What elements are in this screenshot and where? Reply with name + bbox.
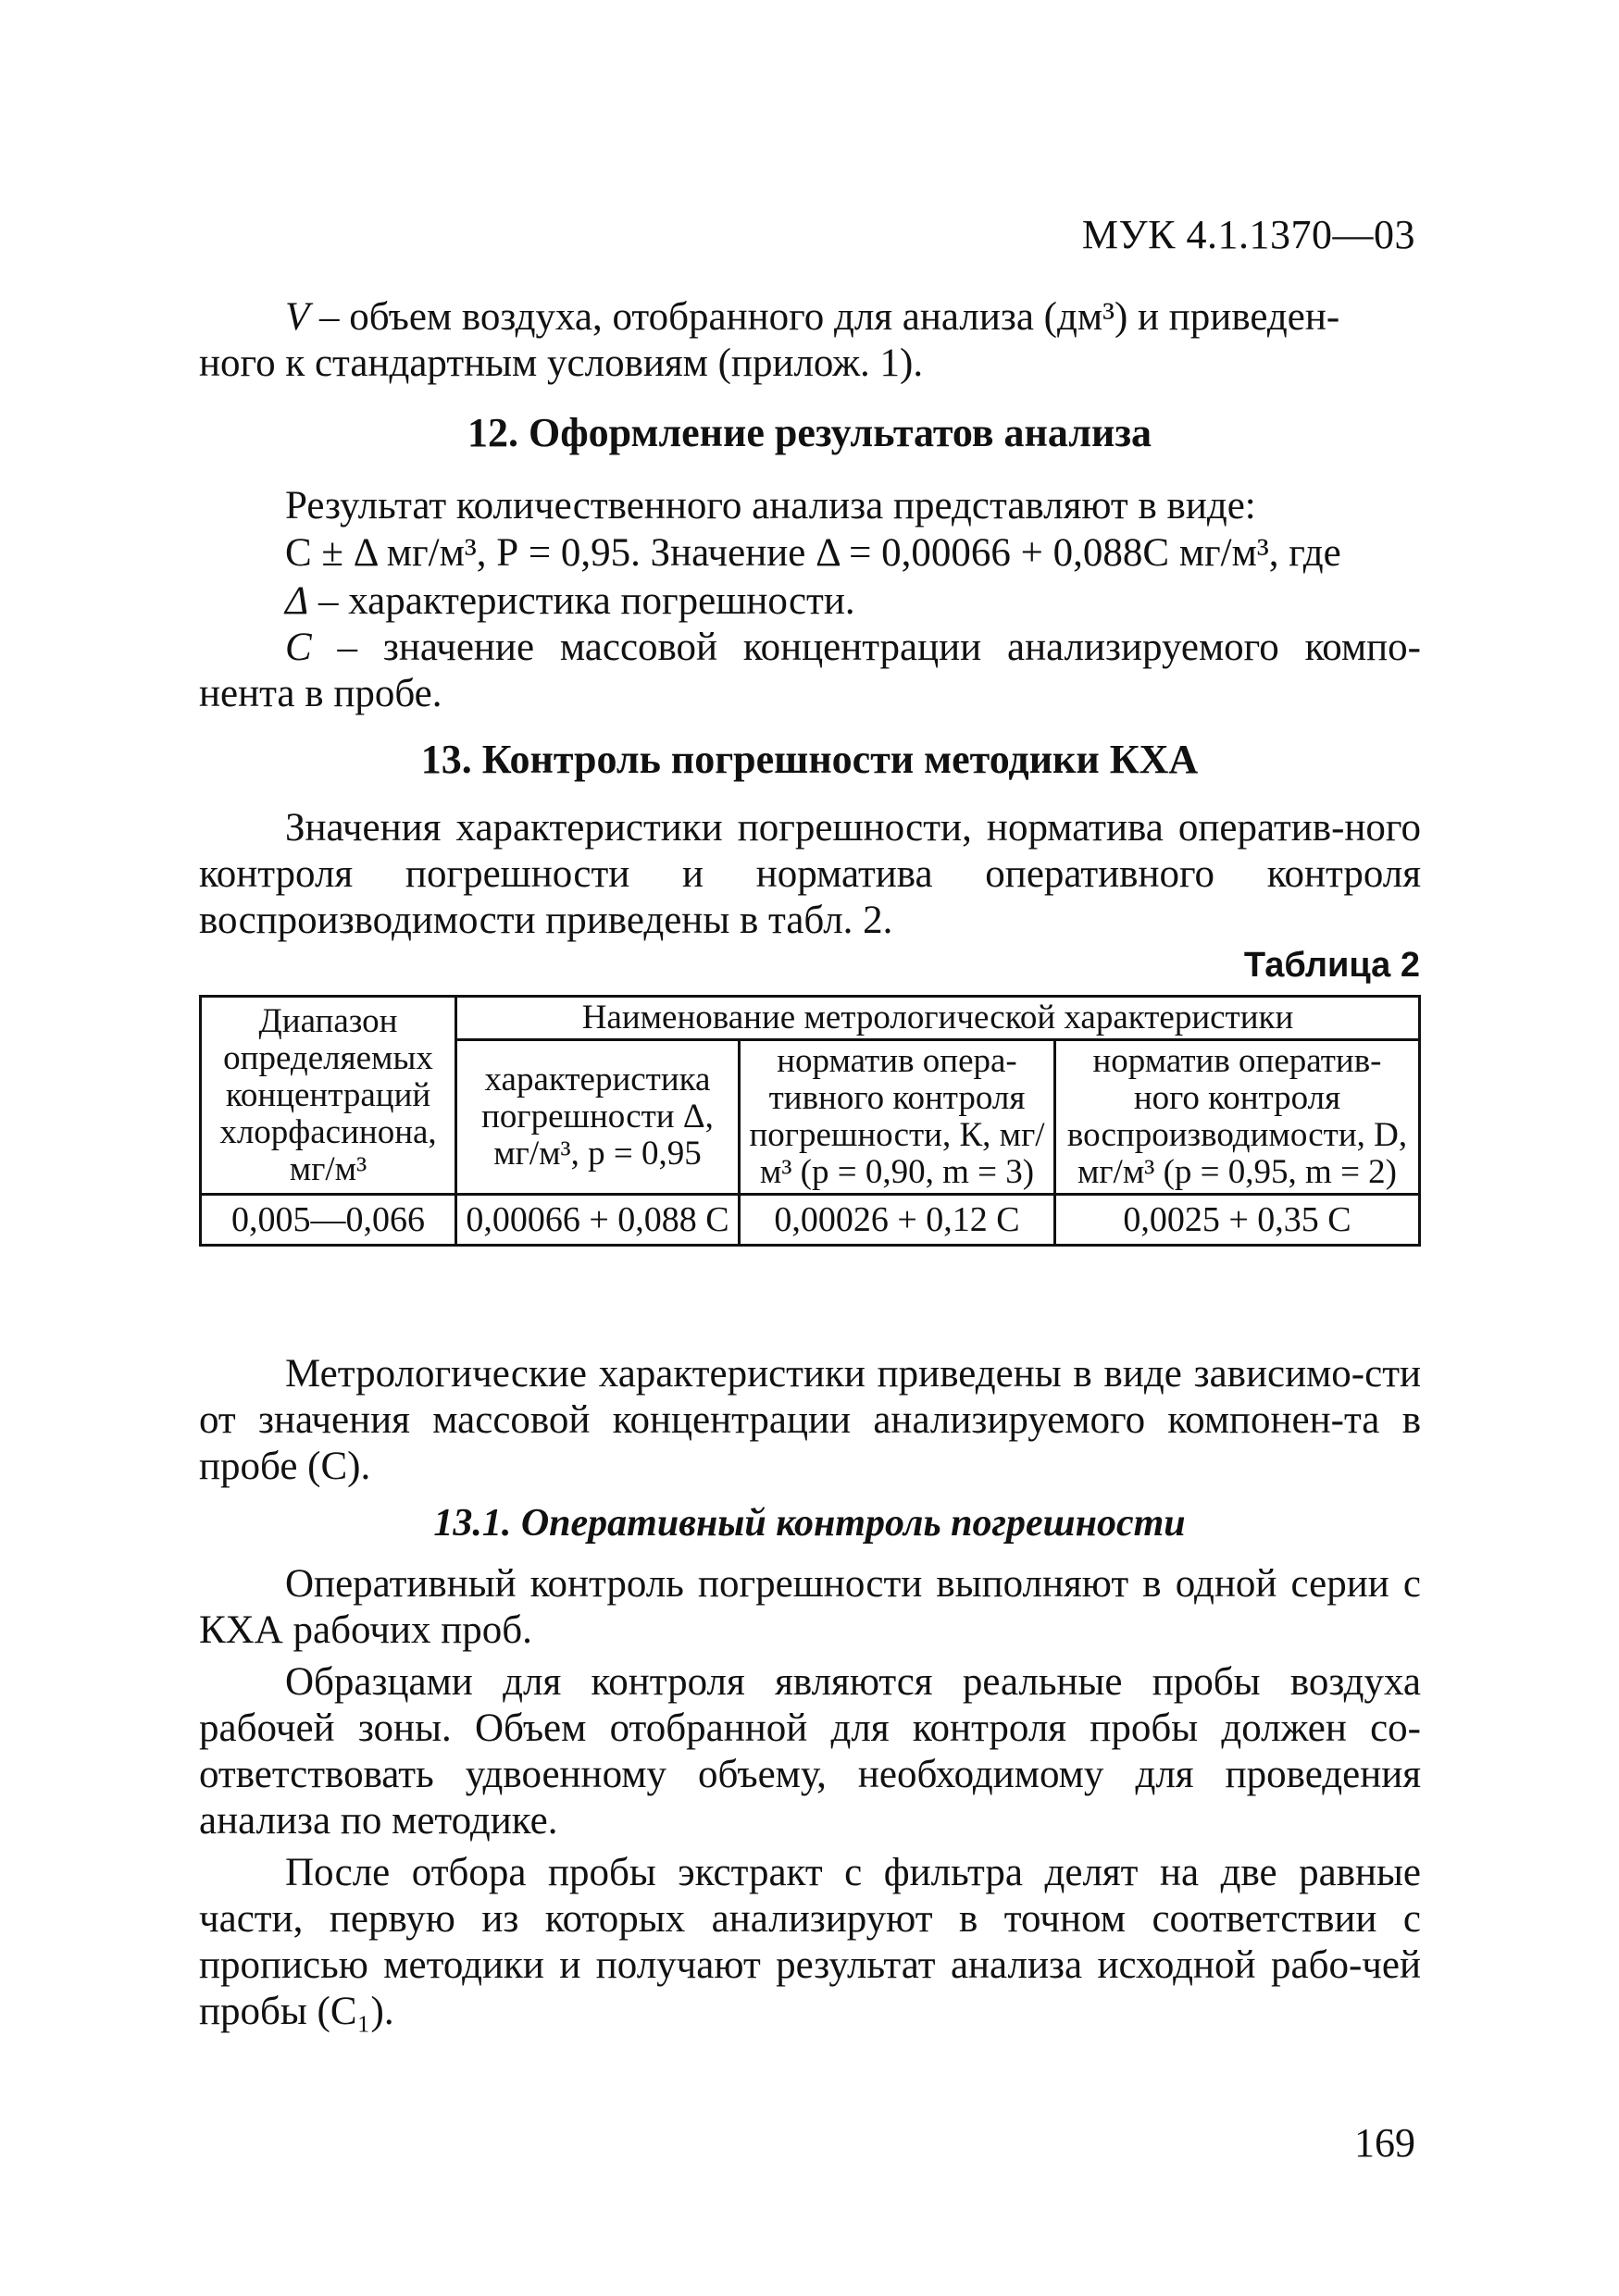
cell-op-control: 0,00026 + 0,12 С [740, 1195, 1055, 1246]
header-range: Диапазон определяемых концентраций хлорфасинона, мг/м³ [201, 997, 456, 1195]
section-13-1-paragraph-3: После отбора пробы экстракт с фильтра делят на две равные части, первую из которых анализируют в точном соответствии с прописью методики и получают результат анализа исходной рабо-чей пробы (С₁). [199, 1851, 1421, 2033]
intro-line-2: ного к стандартным условиям (прилож. 1). [199, 341, 924, 385]
delta-definition-text: – характеристика погрешности. [308, 579, 855, 623]
c-symbol: С [285, 626, 312, 669]
section-13-1-paragraph-2: Образцами для контроля являются реальные пробы воздуха рабочей зоны. Объем отобранной для контроля пробы должен со-ответствовать удвоенному объему, необходимому для проведения анализа по методике. [199, 1660, 1421, 1843]
intro-line-1: – объем воздуха, отобранного для анализа (дм³) и приведен- [309, 295, 1340, 339]
after-table-text: Метрологические характеристики приведены в виде зависимо-сти от значения массовой концентрации анализируемого компонен-та в пробе (С). [199, 1352, 1421, 1488]
section-12-title: 12. Оформление результатов анализа [467, 410, 1152, 455]
volume-symbol: V [285, 295, 310, 339]
c-definition-text: – значение массовой концентрации анализируемого компо-нента в пробе. [199, 626, 1421, 715]
section-12-delta-definition [285, 578, 855, 625]
table-row [201, 1195, 1420, 1246]
cell-reproducibility: 0,0025 + 0,35 С [1055, 1195, 1420, 1246]
section-13-text: Значения характеристики погрешности, норматива оператив-ного контроля погрешности и норматива оперативного контроля воспроизводимости приведены в табл. 2. [199, 806, 1421, 942]
header-reproducibility: норматив оператив-ного контроля воспроизводимости, D, мг/м³ (р = 0,95, m = 2) [1055, 1040, 1420, 1195]
table-2 [199, 995, 1421, 1247]
header-error: характеристика погрешности Δ, мг/м³, р = 0,95 [456, 1040, 740, 1195]
table-2-label: Таблица 2 [1243, 946, 1420, 985]
section-12-c-definition [199, 625, 1421, 717]
section-13-paragraph [199, 805, 1421, 944]
delta-symbol: Δ [285, 579, 309, 623]
cell-error: 0,00066 + 0,088 С [456, 1195, 740, 1246]
intro-paragraph [199, 294, 1421, 387]
section-13-1-paragraph-1: Оперативный контроль погрешности выполняют в одной серии с КХА рабочих проб. [199, 1562, 1421, 1652]
section-13-1-title: 13.1. Оперативный контроль погрешности [433, 1502, 1186, 1545]
document-code: МУК 4.1.1370—03 [1081, 212, 1415, 257]
page-number: 169 [1354, 2120, 1415, 2166]
header-group: Наименование метрологической характеристики [456, 997, 1420, 1040]
section-12-paragraph-1: Результат количественного анализа представляют в виде: [285, 484, 1256, 527]
header-op-control: норматив опера-тивного контроля погрешности, К, мг/м³ (р = 0,90, m = 3) [740, 1040, 1055, 1195]
section-13-1-body [199, 1561, 1421, 2035]
cell-range: 0,005—0,066 [201, 1195, 456, 1246]
section-12-formula: С ± Δ мг/м³, Р = 0,95. Значение Δ = 0,00066 + 0,088С мг/м³, где [285, 531, 1341, 575]
section-13-title: 13. Контроль погрешности методики КХА [420, 737, 1199, 782]
after-table-paragraph [199, 1351, 1421, 1490]
